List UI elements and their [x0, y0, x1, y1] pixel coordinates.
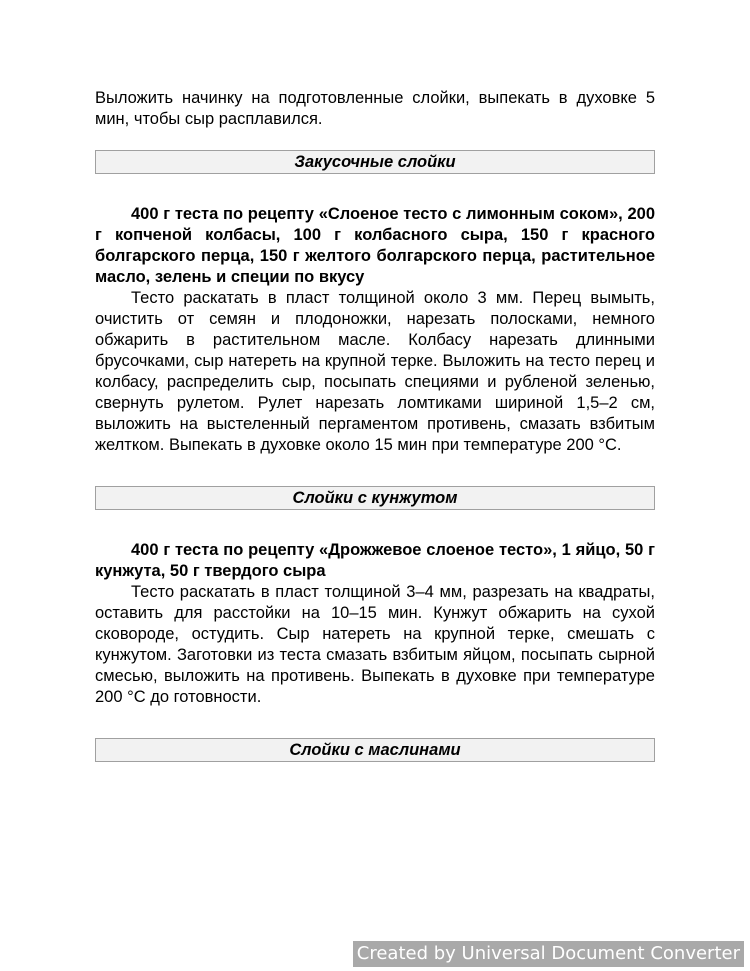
- watermark-label: Created by Universal Document Converter: [353, 941, 744, 967]
- recipe-ingredients-sesame-puffs: 400 г теста по рецепту «Дрожжевое слоеное тесто», 1 яйцо, 50 г кунжута, 50 г твердого сыра: [95, 541, 655, 580]
- recipe-heading-sesame-puffs: Слойки с кунжутом: [95, 486, 655, 510]
- recipe-method-sesame-puffs: Тесто раскатать в пласт толщиной 3–4 мм, разрезать на квадраты, оставить для расстойки на 10–15 мин. Кунжут обжарить на сухой сковороде, остудить. Сыр натереть на крупной терке, смешать с кунжутом. Заготовки из теста смазать взбитым яйцом, посыпать сырной смесью, выложить на противень. Выпекать в духовке при температуре 200 °С до готовности.: [95, 583, 655, 706]
- document-page: [95, 88, 655, 762]
- recipe-ingredients-snack-puffs: 400 г теста по рецепту «Слоеное тесто с лимонным соком», 200 г копченой колбасы, 100 г колбасного сыра, 150 г красного болгарского перца, 150 г желтого болгарского перца, растительное масло, зелень и специи по вкусу: [95, 205, 655, 286]
- recipe-method-snack-puffs: Тесто раскатать в пласт толщиной около 3 мм. Перец вымыть, очистить от семян и плодоножки, нарезать полосками, немного обжарить в растительном масле. Колбасу нарезать длинными брусочками, сыр натереть на крупной терке. Выложить на тесто перец и колбасу, распределить сыр, посыпать специями и рубленой зеленью, свернуть рулетом. Рулет нарезать ломтиками шириной 1,5–2 см, выложить на выстеленный пергаментом противень, смазать взбитым желтком. Выпекать в духовке около 15 мин при температуре 200 °С.: [95, 289, 655, 454]
- recipe-heading-olive-puffs: Слойки с маслинами: [95, 738, 655, 762]
- intro-paragraph: Выложить начинку на подготовленные слойки, выпекать в духовке 5 мин, чтобы сыр расплавился.: [95, 89, 655, 128]
- recipe-heading-snack-puffs: Закусочные слойки: [95, 150, 655, 174]
